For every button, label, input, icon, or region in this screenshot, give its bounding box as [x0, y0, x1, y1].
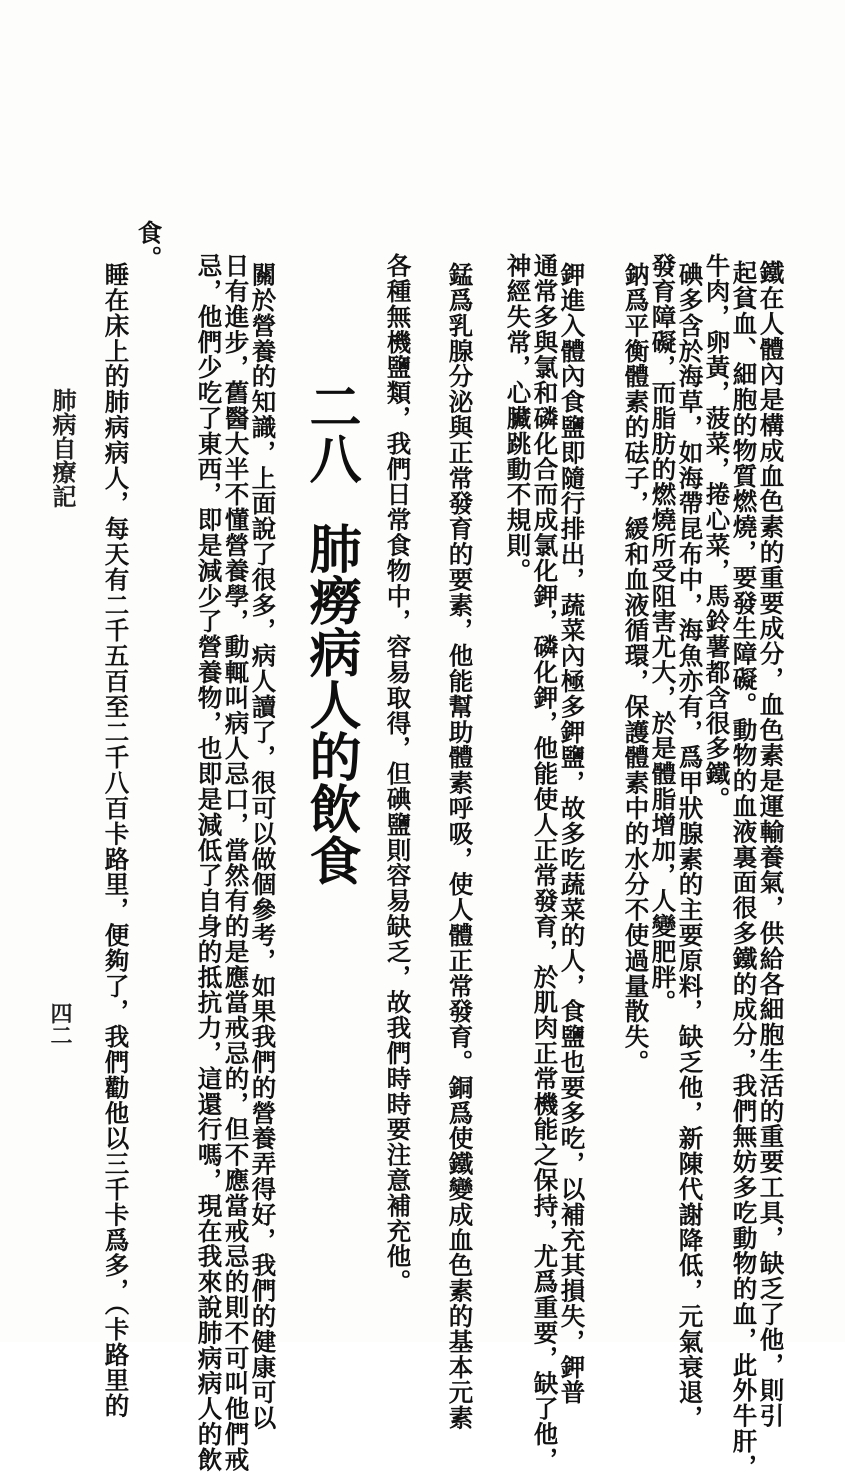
text-column: 日有進步，舊醫大半不懂營養學，動輒叫病人忌口，當然有的是應當戒忌的，但不應當戒忌的則不可叫他們戒 — [221, 253, 251, 1473]
text-column: 睡在床上的肺病病人，每天有二千五百至二千八百卡路里，便夠了，我們勸他以三千卡爲多，（卡路里的 — [101, 262, 131, 1419]
chapter-title-text: 肺癆病人的飲食 — [300, 522, 360, 886]
text-column: 食。 — [134, 220, 164, 271]
text-column: 碘多含於海草，如海帶昆布中，海魚亦有，爲甲狀腺素的主要原料，缺乏他，新陳代謝降低，元氣衰退， — [675, 262, 705, 1431]
text-column: 發育障礙，而脂肪的燃燒所受阻害尤大，於是體脂增加，人變肥胖。 — [648, 253, 678, 1015]
chapter-number: 二八 — [300, 380, 360, 484]
text-column: 鉀進入體內食鹽即隨行排出，蔬菜內極多鉀鹽，故多吃蔬菜的人，食鹽也要多吃，以補充其損失，鉀普 — [557, 262, 587, 1405]
text-column: 通常多與氯和磷化合而成氯化鉀，磷化鉀，他能使人正常發育，於肌肉正常機能之保持，尤爲重要，缺了他， — [530, 253, 560, 1473]
running-title: 肺病自療記 — [48, 388, 76, 508]
text-column: 關於營養的知識，上面說了很多，病人讀了，很可以做個參考，如果我們的營養弄得好，我們的健康可以 — [248, 262, 278, 1431]
text-column: 起貧血、細胞的物質燃燒，要發生障礙。動物的血液裏面很多鐵的成分，我們無妨多吃動物的血，此外牛肝， — [729, 260, 759, 1479]
text-column: 各種無機鹽類，我們日常食物中，容易取得，但碘鹽則容易缺乏，故我們時時要注意補充他。 — [383, 253, 413, 1295]
text-column: 忌，他們少吃了東西，即是減少了營養物，也即是減低了自身的抵抗力，這還行嗎，現在我來說肺病病人的飲 — [194, 253, 224, 1473]
page-number: 四二 — [47, 1002, 72, 1046]
chapter-title — [300, 380, 360, 886]
text-column: 錳爲乳腺分泌與正常發育的要素，他能幫助體素呼吸，使人體正常發育。銅爲使鐵變成血色素的基本元素 — [445, 262, 475, 1431]
text-column: 鐵在人體內是構成血色素的重要成分，血色素是運輸養氣，供給各細胞生活的重要工具，缺乏了他，則引 — [756, 260, 786, 1429]
text-column: 牛肉，卵黃，菠菜，捲心菜，馬鈴薯都含很多鐵。 — [702, 253, 732, 812]
text-column: 鈉爲平衡體素的砝子，緩和血液循環，保護體素中的水分不使過量散失。 — [621, 262, 651, 1075]
text-column: 神經失常，心臟跳動不規則。 — [503, 253, 533, 584]
